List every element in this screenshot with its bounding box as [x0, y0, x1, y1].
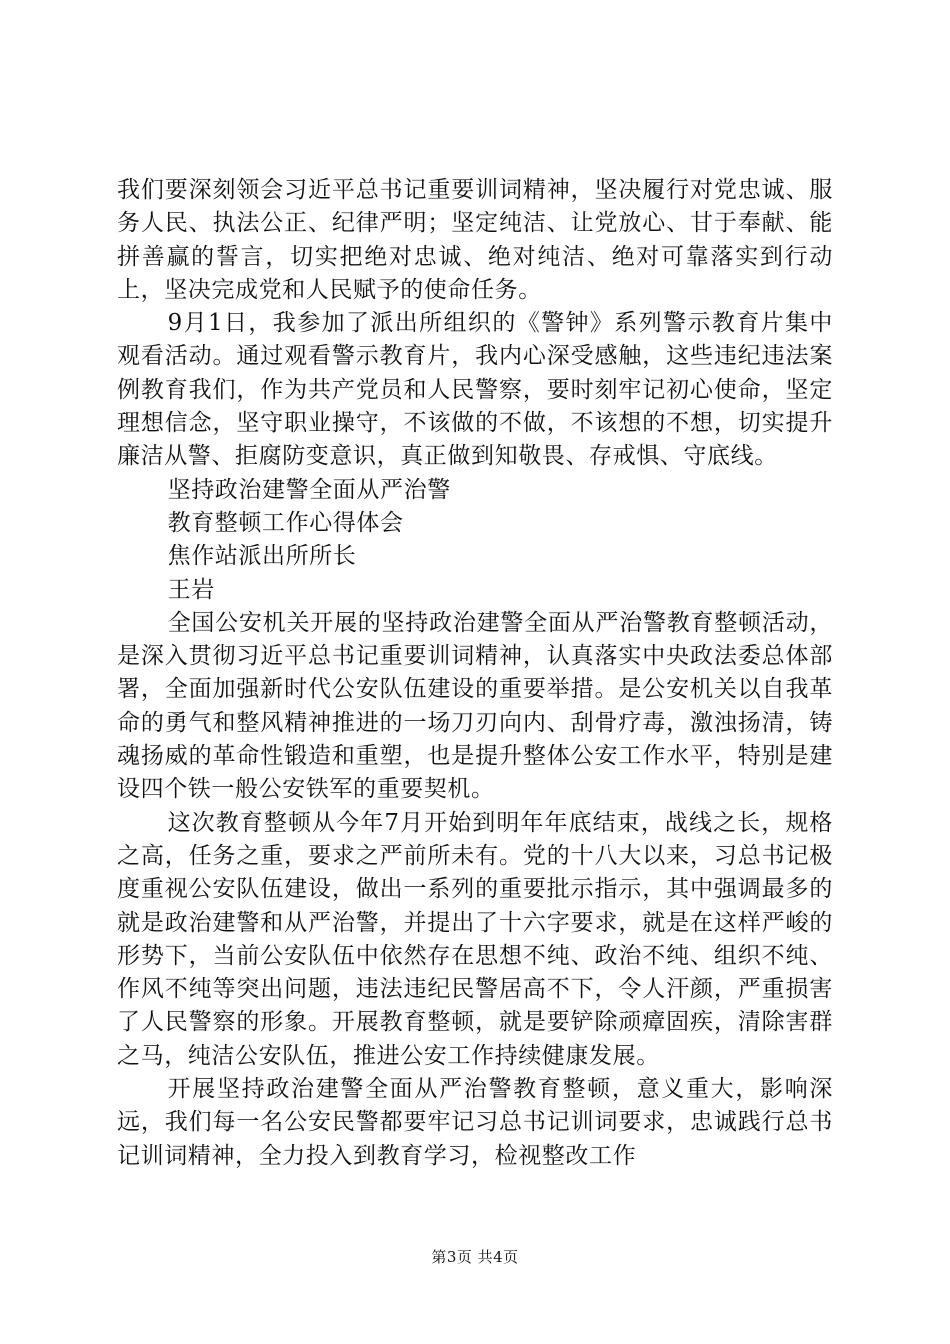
paragraph-2: 9月1日，我参加了派出所组织的《警钟》系列警示教育片集中观看活动。通过观看警示教育片，我内心深受感触，这些违纪违法案例教育我们，作为共产党员和人民警察，要时刻牢记初心使命，坚定理想信念，坚守职业操守，不该做的不做，不该想的不想，切实提升廉洁从警、拒腐防变意识，真正做到知敬畏、存戒惧、守底线。	[117, 310, 833, 470]
author-position: 焦作站派出所所长	[167, 543, 357, 570]
paragraph-1: 我们要深刻领会习近平总书记重要训词精神，坚决履行对党忠诚、服务人民、执法公正、纪律严明；坚定纯洁、让党放心、甘于奉献、能拼善赢的誓言，切实把绝对忠诚、绝对纯洁、绝对可靠落实到行动上，坚决完成党和人民赋予的使命任务。	[117, 177, 833, 303]
document-body	[117, 174, 833, 1173]
article-title-line-1: 坚持政治建警全面从严治警	[167, 476, 451, 503]
paragraph-4: 这次教育整顿从今年7月开始到明年年底结束，战线之长，规格之高，任务之重，要求之严前所未有。党的十八大以来，习总书记极度重视公安队伍建设，做出一系列的重要批示指示，其中强调最多的就是政治建警和从严治警，并提出了十六字要求，就是在这样严峻的形势下，当前公安队伍中依然存在思想不纯、政治不纯、组织不纯、作风不纯等突出问题，违法违纪民警居高不下，令人汗颜，严重损害了人民警察的形象。开展教育整顿，就是要铲除顽瘴固疾，清除害群之马，纯洁公安队伍，推进公安工作持续健康发展。	[117, 809, 833, 1069]
paragraph-5: 开展坚持政治建警全面从严治警教育整顿，意义重大，影响深远，我们每一名公安民警都要牢记习总书记训词要求，忠诚践行总书记训词精神，全力投入到教育学习，检视整改工作	[117, 1076, 833, 1169]
author-name: 王岩	[167, 576, 215, 603]
article-title-line-2: 教育整顿工作心得体会	[167, 509, 404, 536]
paragraph-3: 全国公安机关开展的坚持政治建警全面从严治警教育整顿活动，是深入贯彻习近平总书记重要训词精神，认真落实中央政法委总体部署，全面加强新时代公安队伍建设的重要举措。是公安机关以自我革命的勇气和整风精神推进的一场刀刃向内、刮骨疗毒，激浊扬清，铸魂扬威的革命性锻造和重塑，也是提升整体公安工作水平，特别是建设四个铁一般公安铁军的重要契机。	[117, 609, 833, 803]
page-number-footer: 第3页 共4页	[431, 1248, 519, 1266]
